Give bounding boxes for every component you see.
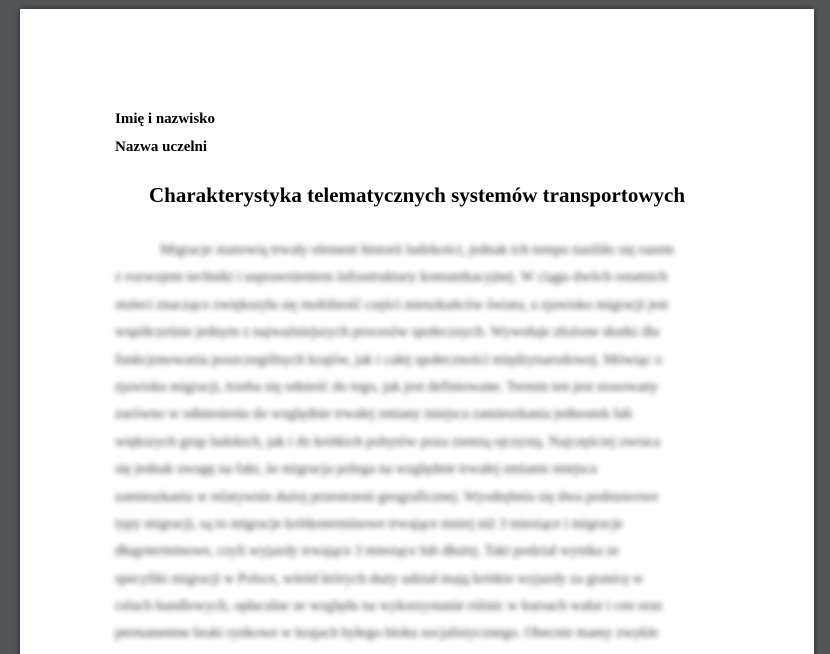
- body-line: długoterminowe, czyli wyjazdy trwające 3 miesiące lub dłużej. Taki podział wynika ze: [115, 543, 620, 560]
- document-page: [20, 9, 814, 654]
- body-line: Migracje stanowią trwały element historii ludzkości, jednak ich tempo nasiliło się razem: [160, 242, 674, 258]
- document-title: Charakterystyka telematycznych systemów transportowych: [149, 183, 685, 207]
- body-line: zjawisku migracji, trzeba się odnieść do tego, jak jest definiowane. Termin ten jest stosowany: [115, 378, 659, 395]
- author-name: Imię i nazwisko: [115, 111, 216, 127]
- body-line: celach handlowych, opłacalne ze względu na wykorzystanie różnic w kursach walut i cen oraz: [115, 598, 663, 615]
- body-line: typy migracji, są to migracje krótkoterminowe trwające mniej niż 3 miesiące i migracje: [115, 515, 623, 532]
- author-block: [115, 105, 215, 161]
- body-line: permanentne braki rynkowe w krajach byłego bloku socjalistycznego. Obecnie mamy zwykle: [115, 625, 659, 642]
- body-line: się jednak uwagę na fakt, że migracja polega na względnie trwałej zmianie miejsca: [115, 461, 597, 478]
- viewer-top-gutter: [0, 0, 830, 9]
- body-line: specyfiki migracji w Polsce, wśród których duży udział mają krótkie wyjazdy za granicę w: [115, 570, 644, 587]
- body-line: stuleci znacząco zwiększyła się mobilność części mieszkańców świata, a zjawisko migracji jest: [115, 296, 669, 313]
- body-line: zarówno w odniesieniu do względnie trwałej zmiany miejsca zamieszkania jednostek lub: [115, 406, 632, 423]
- body-line: z rozwojem techniki i usprawnieniem infrastruktury komunikacyjnej. W ciągu dwóch ostatnich: [115, 269, 668, 286]
- university-name: Nazwa uczelni: [115, 139, 208, 155]
- body-paragraph: [115, 237, 720, 648]
- body-line: funkcjonowania poszczególnych krajów, jak i całej społeczności międzynarodowej. Mówiąc o: [115, 351, 663, 368]
- body-line: współcześnie jednym z najważniejszych procesów społecznych. Wywołuje złożone skutki dla: [115, 324, 660, 341]
- body-line: większych grup ludzkich, jak i do krótkich pobytów poza ziemią ojczystą. Najczęściej zwraca: [115, 433, 661, 450]
- body-line: zamieszkania w relatywnie dużej przestrzeni geograficznej. Wyodrębnia się dwa podstawowe: [115, 488, 659, 505]
